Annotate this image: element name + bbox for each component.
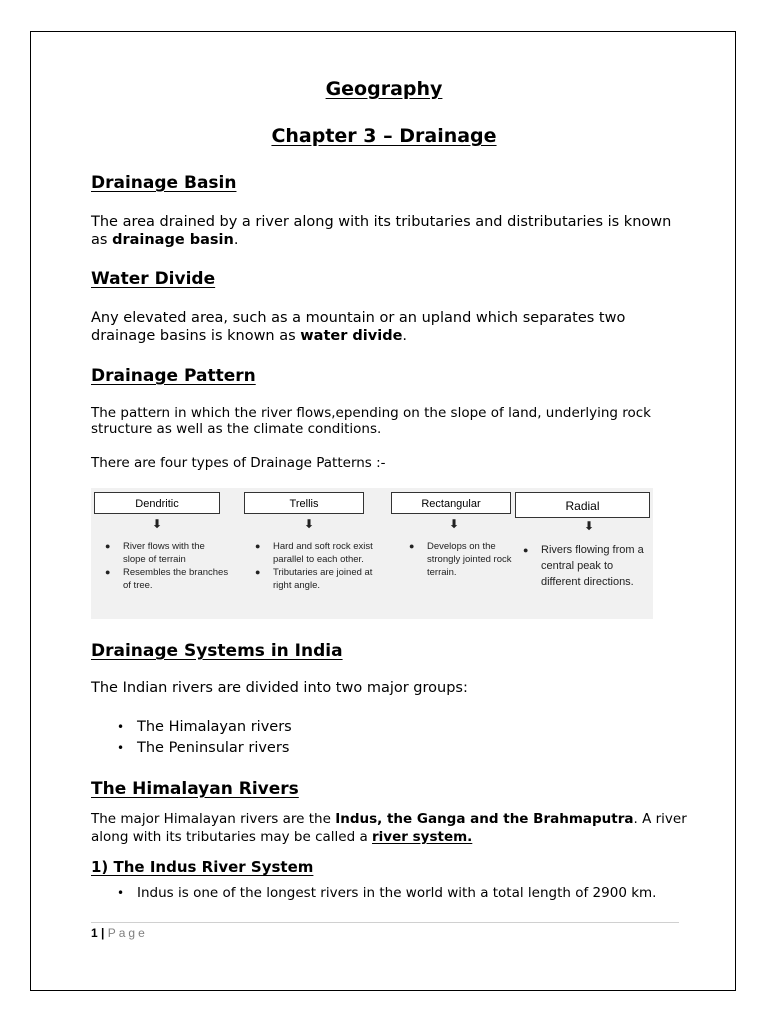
- page-footer: [91, 926, 148, 940]
- pattern-points-radial: [519, 542, 649, 590]
- chapter-title: Chapter 3 – Drainage: [271, 125, 497, 147]
- arrow-down-icon: ⬇: [303, 517, 315, 531]
- list-item: ● Resembles the branches of tree.: [105, 567, 229, 591]
- list-item: ● Develops on the strongly jointed rock terrain.: [409, 541, 512, 578]
- pattern-points-trellis: [251, 540, 391, 592]
- list-item: ● River flows with the slope of terrain: [105, 541, 205, 565]
- heading-water-divide: Water Divide: [91, 269, 216, 289]
- footer-separator: |: [101, 926, 105, 940]
- pattern-label-dendritic: Dendritic: [94, 492, 220, 514]
- list-item: ● Rivers flowing from a central peak to different directions.: [523, 544, 644, 588]
- list-item: • The Himalayan rivers: [117, 719, 292, 735]
- paragraph-himalayan-rivers: The major Himalayan rivers are the Indus, the Ganga and the Brahmaputra. A river along with its tributaries may be called a river system.: [91, 811, 687, 845]
- paragraph-drainage-pattern: The pattern in which the river flows,epending on the slope of land, underlying rock structure as well as the climate conditions.: [91, 405, 651, 437]
- subject-title: Geography: [325, 78, 443, 100]
- list-item: ● Tributaries are joined at right angle.: [255, 567, 373, 591]
- arrow-down-icon: ⬇: [583, 519, 595, 533]
- paragraph-drainage-systems: The Indian rivers are divided into two major groups:: [91, 680, 468, 696]
- river-groups-list: [117, 717, 717, 759]
- heading-indus-river-system: 1) The Indus River System: [91, 858, 314, 876]
- footer-divider: [91, 922, 679, 923]
- heading-drainage-systems: Drainage Systems in India: [91, 641, 343, 661]
- pattern-types-intro: There are four types of Drainage Patterns :-: [91, 455, 386, 471]
- indus-facts-list: [117, 883, 717, 904]
- page-label: Page: [107, 926, 148, 940]
- list-item: ● Hard and soft rock exist parallel to each other.: [255, 541, 373, 565]
- heading-himalayan-rivers: The Himalayan Rivers: [91, 779, 299, 799]
- paragraph-water-divide: Any elevated area, such as a mountain or an upland which separates two drainage basins is known as water divide.: [91, 310, 626, 344]
- arrow-down-icon: ⬇: [448, 517, 460, 531]
- pattern-label-trellis: Trellis: [244, 492, 364, 514]
- pattern-points-rectangular: [405, 540, 515, 579]
- page-number: 1: [91, 926, 98, 940]
- pattern-points-dendritic: [101, 540, 229, 592]
- heading-drainage-pattern: Drainage Pattern: [91, 366, 256, 386]
- pattern-label-radial: Radial: [515, 492, 650, 518]
- pattern-label-rectangular: Rectangular: [391, 492, 511, 514]
- document-page: [30, 31, 736, 991]
- heading-drainage-basin: Drainage Basin: [91, 173, 237, 193]
- drainage-patterns-figure: [91, 488, 653, 619]
- arrow-down-icon: ⬇: [151, 517, 163, 531]
- list-item: • Indus is one of the longest rivers in the world with a total length of 2900 km.: [117, 885, 657, 901]
- list-item: • The Peninsular rivers: [117, 740, 290, 756]
- paragraph-drainage-basin: The area drained by a river along with its tributaries and distributaries is known as drainage basin.: [91, 214, 672, 248]
